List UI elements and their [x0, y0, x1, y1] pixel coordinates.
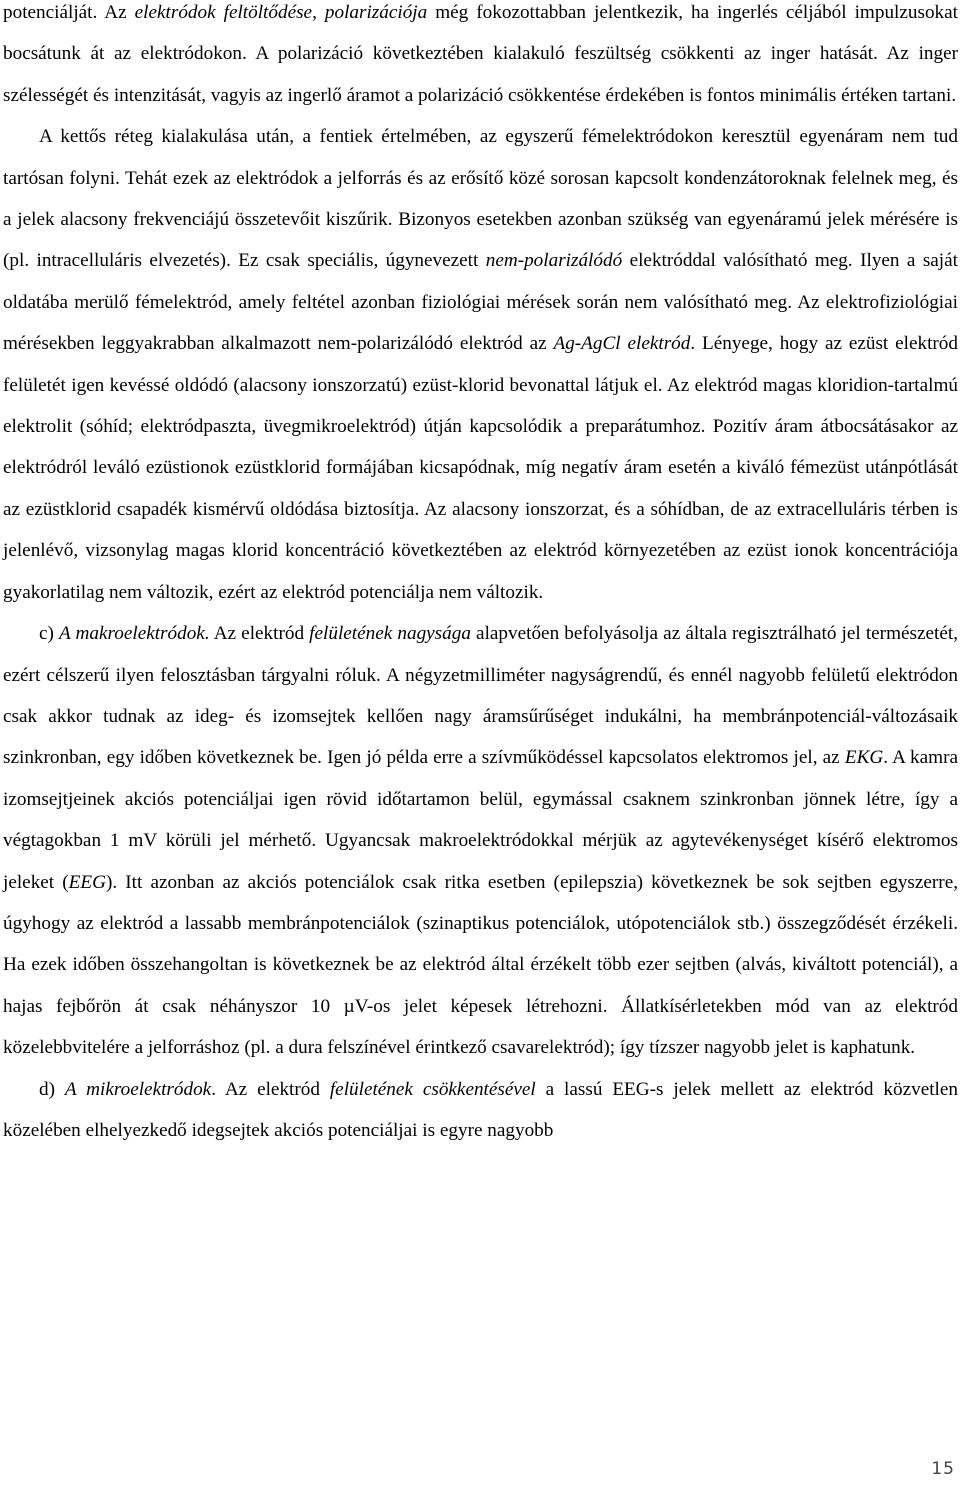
text-run: d) [39, 1078, 65, 1100]
text-run: . A kamra izomsejtjeinek akciós potenciáljai igen rövid időtartamon belül, egymással csaknem szinkronban jönnek létre, így a végtagokban 1 mV körüli jel mérhető. Ugyancsak makroelektródokkal mérjük az agytevékenységet kísérő elektromos jeleket ( [3, 747, 958, 893]
text-run: c) [39, 623, 60, 645]
text-run: ). Itt azonban az akciós potenciálok csak ritka esetben (epilepszia) következnek be sok sejtben egyszerre, úgyhogy az elektród a lassabb membránpotenciálok (szinaptikus potenciálok, utópotenciálok stb.) összegződését érzékeli. Ha ezek időben összehangoltan is következnek be az elektród által érzékelt több ezer sejtben (alvás, kiváltott potenciál), a hajas fejbőrön át csak néhányszor 10 µV-os jelet képesek létrehozni. Állatkísérletekben mód van az elektród közelebbvitelére a jelforráshoz (pl. a dura felszínével érintkező csavarelektród); így tízszer nagyobb jelet is kaphatunk. [3, 871, 959, 1059]
italic-text: EEG [68, 871, 106, 893]
text-run: potenciálját. Az [3, 2, 135, 23]
text-run: . Az elektród [211, 1078, 330, 1100]
text-run: Az elektród [209, 623, 310, 645]
italic-text: A makroelektródok. [59, 623, 210, 645]
italic-text: elektródok feltöltődése, polarizációja [134, 2, 428, 23]
text-run: elektróddal valósítható meg. Ilyen a saját oldatába merülő fémelektród, amely feltétel azonban fiziológiai mérések során nem valósítható meg. Az elektrofiziológiai mérésekben leggyakrabban alkalmazott nem-polarizálódó elektród az [3, 250, 958, 355]
paragraph [3, 116, 958, 613]
paragraph [3, 0, 958, 116]
italic-text: A mikroelektródok [64, 1078, 212, 1100]
italic-text: nem-polarizálódó [485, 250, 623, 272]
paragraph [3, 613, 958, 1068]
text-run: a lassú EEG-s jelek mellett az elektród közvetlen közelében elhelyezkedő idegsejtek akciós potenciáljai is egyre nagyobb [3, 1078, 958, 1141]
text-run: alapvetően befolyásolja az általa regisztrálható jel természetét, ezért célszerű ilyen felosztásban tárgyalni róluk. A négyzetmilliméter nagyságrendű, és ennél nagyobb felületű elektródon csak akkor tudnak az ideg- és izomsejtek kellően nagy áramsűrűséget indukálni, ha membránpotenciál-változásaik szinkronban, egy időben következnek be. Igen jó példa erre a szívműködéssel kapcsolatos elektromos jel, az [3, 623, 958, 769]
paragraph [3, 1069, 958, 1152]
text-run: . Lényege, hogy az ezüst elektród felületét igen kevéssé oldódó (alacsony ionszorzatú) ezüst-klorid bevonattal látjuk el. Az elektród magas kloridion-tartalmú elektrolit (sóhíd; elektródpaszta, üvegmikroelektród) útján kapcsolódik a preparátumhoz. Pozitív áram átbocsátásakor az elektródról leváló ezüstionok ezüstklorid formájában kicsapódnak, míg negatív áram esetén a kiváló fémezüst utánpótlását az ezüstklorid csapadék kismérvű oldódása biztosítja. Az alacsony ionszorzat, és a sóhídban, de az extracelluláris térben is jelenlévő, vizsonylag magas klorid koncentráció következtében az elektród környezetében az ezüst ionok koncentrációja gyakorlatilag nem változik, ezért az elektród potenciálja nem változik. [3, 333, 958, 603]
page-number: 15 [931, 1459, 955, 1479]
text-run: A kettős réteg kialakulása után, a fentiek értelmében, az egyszerű fémelektródokon keresztül egyenáram nem tud tartósan folyni. Tehát ezek az elektródok a jelforrás és az erősítő közé sorosan kapcsolt kondenzátoroknak felelnek meg, és a jelek alacsony frekvenciájú összetevőit kiszűrik. Bizonyos esetekben azonban szükség van egyenáramú jelek mérésére is (pl. intracelluláris elvezetés). Ez csak speciális, úgynevezett [3, 126, 958, 272]
italic-text: felületének csökkentésével [329, 1078, 536, 1100]
italic-text: felületének nagysága [309, 623, 471, 645]
document-body [3, 0, 958, 1151]
italic-text: EKG [844, 747, 884, 769]
italic-text: Ag-AgCl elektród [553, 333, 691, 355]
text-run: még fokozottabban jelentkezik, ha ingerlés céljából impulzusokat bocsátunk át az elektródokon. A polarizáció következtében kialakuló feszültség csökkenti az inger hatását. Az inger szélességét és intenzitását, vagyis az ingerlő áramot a polarizáció csökkentése érdekében is fontos minimális értéken tartani. [3, 2, 958, 106]
